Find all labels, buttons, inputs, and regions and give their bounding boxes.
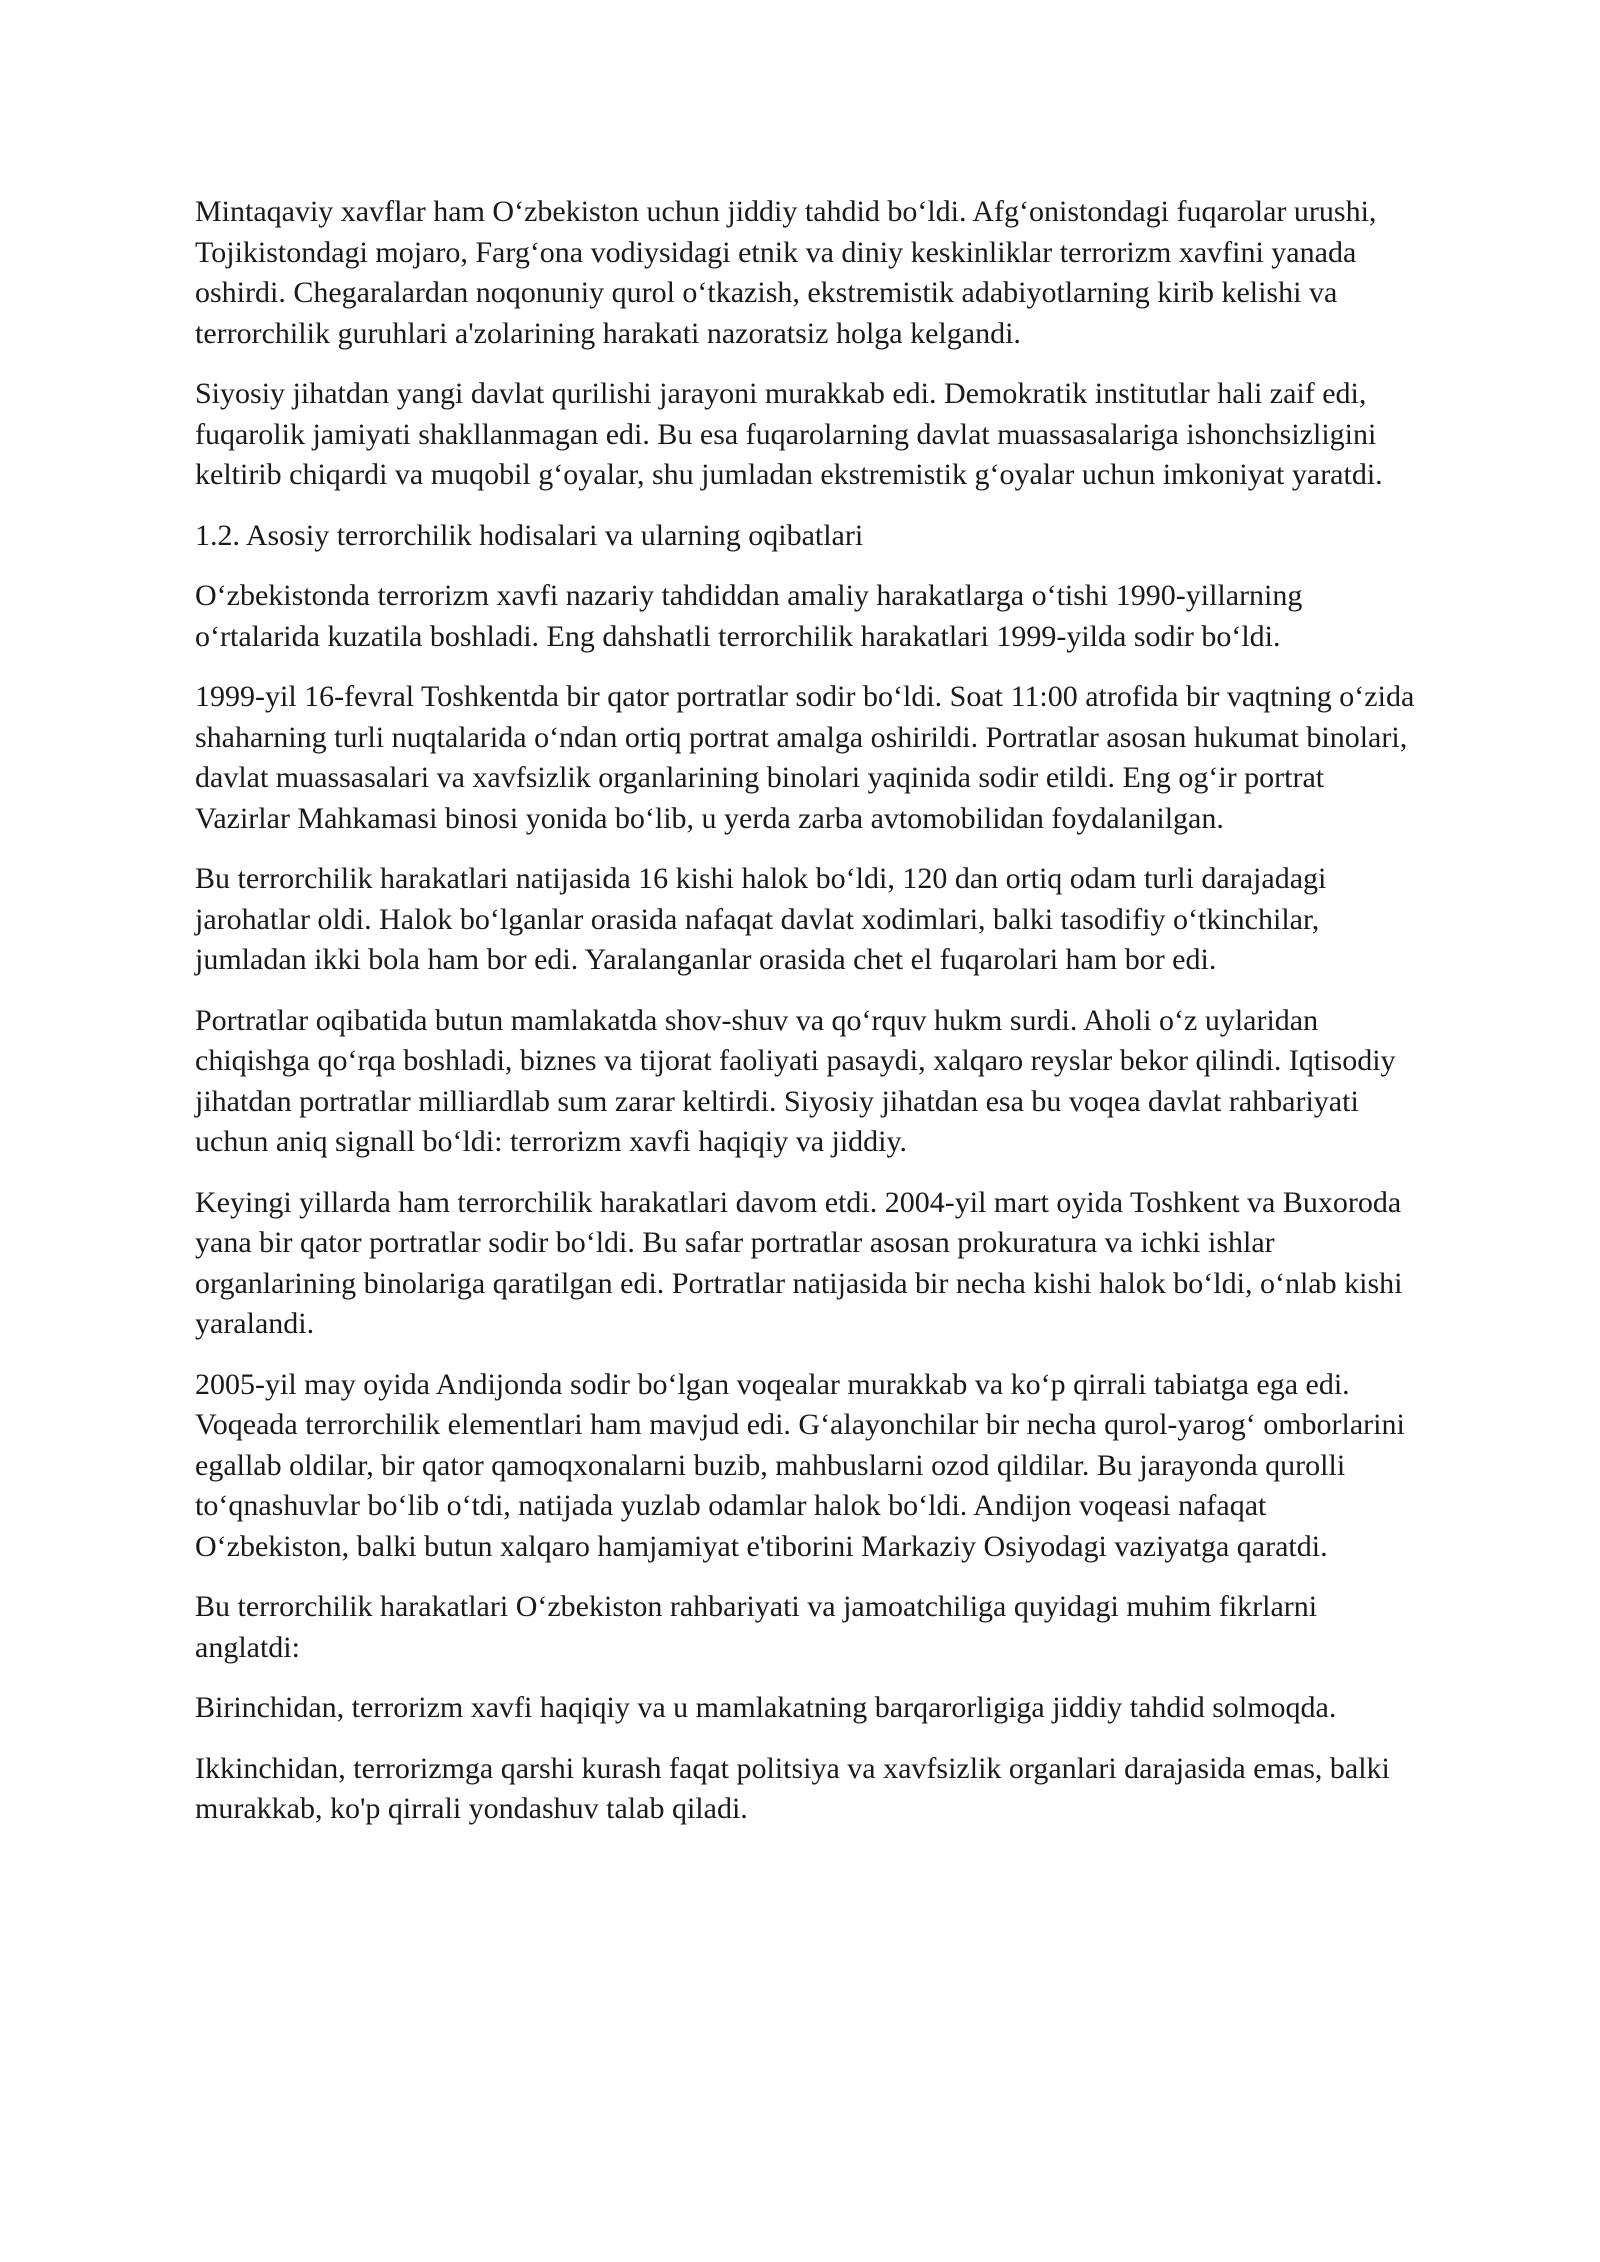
paragraph-political-situation: Siyosiy jihatdan yangi davlat qurilishi jarayoni murakkab edi. Demokratik institutlar hali zaif edi, fuqarolik jamiyati shakllanmagan edi. Bu esa fuqarolarning davlat muassasalariga ishonchsizligini keltirib chiqardi va muqobil g‘oyalar, shu jumladan ekstremistik g‘oyalar uchun imkoniyat yaratdi. — [195, 377, 1383, 491]
paragraph-2004-events: Keyingi yillarda ham terrorchilik harakatlari davom etdi. 2004-yil mart oyida Toshkent va Buxoroda yana bir qator portratlar sodir bo‘ldi. Bu safar portratlar asosan prokuratura va ichki ishlar organlarining binolariga qaratilgan edi. Portratlar natijasida bir necha kishi halok bo‘ldi, o‘nlab kishi yaralandi. — [195, 1185, 1403, 1340]
section-heading: 1.2. Asosiy terrorchilik hodisalari va ularning oqibatlari — [195, 518, 864, 552]
paragraph-2005-andijan: 2005-yil may oyida Andijonda sodir bo‘lgan voqealar murakkab va ko‘p qirrali tabiatga ega edi. Voqeada terrorchilik elementlari ham mavjud edi. G‘alayonchilar bir necha qurol-yarog‘ omborlarini egallab oldilar, bir qator qamoqxonalarni buzib, mahbuslarni ozod qildilar. Bu jarayonda qurolli to‘qnashuvlar bo‘lib o‘tdi, natijada yuzlab odamlar halok bo‘ldi. Andijon voqeasi nafaqat O‘zbekiston, balki butun xalqaro hamjamiyat e'tiborini Markaziy Osiyodagi vaziyatga qaratdi. — [195, 1367, 1405, 1563]
paragraph-lessons-intro: Bu terrorchilik harakatlari O‘zbekiston rahbariyati va jamoatchiliga quyidagi muhim fikrlarni anglatdi: — [195, 1590, 1318, 1664]
paragraph-consequences: Portratlar oqibatida butun mamlakatda shov-shuv va qo‘rquv hukm surdi. Aholi o‘z uylaridan chiqishga qo‘rqa boshladi, biznes va tijorat faoliyati pasaydi, xalqaro reyslar bekor qilindi. Iqtisodiy jihatdan portratlar milliardlab sum zarar keltirdi. Siyosiy jihatdan esa bu voqea davlat rahbariyati uchun aniq signall bo‘ldi: terrorizm xavfi haqiqiy va jiddiy. — [195, 1003, 1396, 1158]
paragraph-regional-threats: Mintaqaviy xavflar ham O‘zbekiston uchun jiddiy tahdid bo‘ldi. Afg‘onistondagi fuqarolar urushi, Tojikistondagi mojaro, Farg‘ona vodiysidagi etnik va diniy keskinliklar terrorizm xavfini yanada oshirdi. Chegaralardan noqonuniy qurol o‘tkazish, ekstremistik adabiyotlarning kirib kelishi va terrorchilik guruhlari a'zolarining harakati nazoratsiz holga kelgandi. — [195, 195, 1377, 350]
paragraph-casualties: Bu terrorchilik harakatlari natijasida 16 kishi halok bo‘ldi, 120 dan ortiq odam turli darajadagi jarohatlar oldi. Halok bo‘lganlar orasida nafaqat davlat xodimlari, balki tasodifiy o‘tkinchilar, jumladan ikki bola ham bor edi. Yaralanganlar orasida chet el fuqarolari ham bor edi. — [195, 862, 1327, 976]
document-page — [195, 192, 1425, 1850]
paragraph-second-lesson: Ikkinchidan, terrorizmga qarshi kurash faqat politsiya va xavfsizlik organlari darajasida emas, balki murakkab, ko'p qirrali yondashuv talab qiladi. — [195, 1751, 1390, 1825]
paragraph-terror-transition: O‘zbekistonda terrorizm xavfi nazariy tahdiddan amaliy harakatlarga o‘tishi 1990-yillarning o‘rtalarida kuzatila boshladi. Eng dahshatli terrorchilik harakatlari 1999-yilda sodir bo‘ldi. — [195, 579, 1303, 653]
paragraph-first-lesson: Birinchidan, terrorizm xavfi haqiqiy va u mamlakatning barqarorligiga jiddiy tahdid solmoqda. — [195, 1691, 1337, 1724]
paragraph-1999-events: 1999-yil 16-fevral Toshkentda bir qator portratlar sodir bo‘ldi. Soat 11:00 atrofida bir vaqtning o‘zida shaharning turli nuqtalarida o‘ndan ortiq portrat amalga oshirildi. Portratlar asosan hukumat binolari, davlat muassasalari va xavfsizlik organlarining binolari yaqinida sodir etildi. Eng og‘ir portrat Vazirlar Mahkamasi binosi yonida bo‘lib, u yerda zarba avtomobilidan foydalanilgan. — [195, 680, 1415, 835]
